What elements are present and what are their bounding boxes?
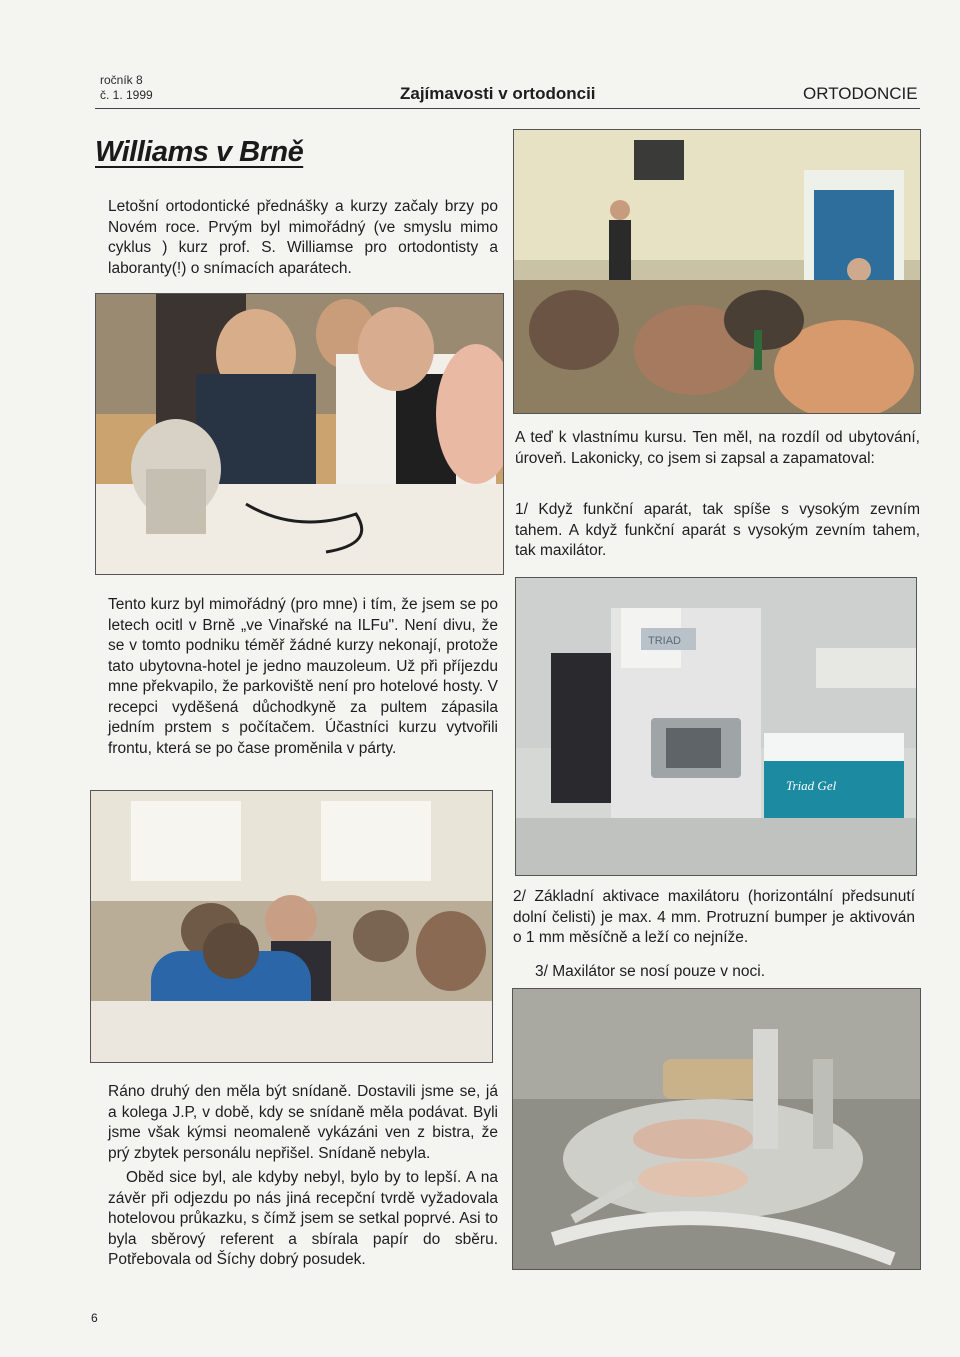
intro-paragraph: Letošní ortodontické přednášky a kurzy začaly brzy po Novém roce. Prvým byl mimořádný (ve smyslu mimo cyklus ) kurz prof. S. Williamse pro ortodontisty a laboranty(!) o snímacích aparátech. — [108, 198, 498, 277]
course-participants-photo — [95, 293, 504, 575]
header-rule — [95, 108, 920, 109]
breakfast-paragraph: Ráno druhý den měla být snídaně. Dostavili jsme se, já a kolega J.P, v době, kdy se snídaně měla podávat. Byli jsme však kýmsi neomaleně vykázáni ven z bistra, že prý zbytek personálu nepřišel. Snídaně nebyla. — [108, 1083, 498, 1162]
issue-label: č. 1. 1999 — [100, 88, 153, 102]
device-box-label: Triad Gel — [786, 778, 837, 793]
departure-paragraph: Oběd sice byl, ale kdyby nebyl, bylo by to lepší. A na závěr při odjezdu po nás jiná recepční tvrdě vyžadovala hotelovou průkazku, s čímž jsem se setkal poprvé. Asi to byla sběrový referent a sbírala papír do sběru. Potřebovala od Šíchy dobrý posudek. — [108, 1169, 498, 1268]
volume-label: ročník 8 — [100, 73, 143, 87]
point-2-paragraph: 2/ Základní aktivace maxilátoru (horizontální předsunutí dolní čelisti) je max. 4 mm. Protruzní bumper je aktivován o 1 mm měsíčně a leží co nejníže. — [513, 888, 915, 946]
lecture-hall-photo — [513, 129, 921, 414]
device-top-label: TRIAD — [648, 635, 681, 647]
maxillator-photo — [512, 988, 921, 1270]
section-title: Zajímavosti v ortodoncii — [400, 84, 596, 103]
category-label: ORTODONCIE — [803, 84, 918, 103]
group-session-photo — [90, 790, 493, 1063]
article-title: Williams v Brně — [95, 136, 304, 168]
page-number: 6 — [91, 1311, 98, 1325]
hotel-paragraph: Tento kurz byl mimořádný (pro mne) i tím, že jsem se po letech ocitl v Brně „ve Vinařské na ILFu". Není divu, že se v tomto podniku téměř žádné kurzy nekonají, protože tato ubytovna-hotel je jedno mauzoleum. Už při příjezdu mne překvapilo, že parkoviště není pro hotelové hosty. V recepci vyděšená důchodkyně za pultem zápasila jedním prstem s počítačem. Účastníci kurzu vytvořili frontu, která se po čase proměnila v párty. — [108, 596, 498, 757]
point-3-paragraph: 3/ Maxilátor se nosí pouze v noci. — [535, 963, 766, 980]
course-intro-paragraph: A teď k vlastnímu kursu. Ten měl, na rozdíl od ubytování, úroveň. Lakonicky, co jsem si zapsal a zapamatoval: — [515, 429, 920, 467]
curing-device-photo — [515, 577, 917, 876]
point-1-paragraph: 1/ Když funkční aparát, tak spíše s vysokým zevním tahem. A když funkční aparát s vysokým zevním tahem, tak maxilátor. — [515, 501, 920, 559]
